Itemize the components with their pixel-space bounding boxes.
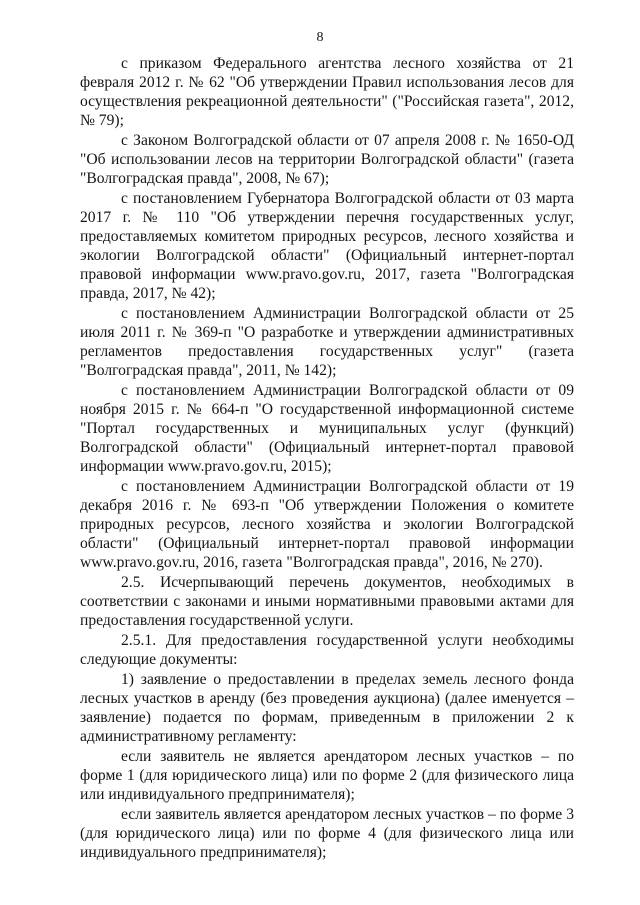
page-number: 8 (316, 30, 324, 45)
paragraph-admin-resolution-693: с постановлением Администрации Волгоградской области от 19 декабря 2016 г. № 693-п "Об утверждении Положения о комитете природных ресурсов, лесного хозяйства и экологии Волгоградской области" (Официальный интернет-портал правовой информации www.pravo.gov.ru, 2016, газета "Волгоградская правда", 2016, № 270). (80, 478, 574, 571)
paragraph-order-fed-forest-agency: с приказом Федерального агентства лесного хозяйства от 21 февраля 2012 г. № 62 "Об утверждении Правил использования лесов для осуществления рекреационной деятельности" ("Российская газета", 2012, № 79); (80, 55, 574, 129)
paragraph-governor-resolution: с постановлением Губернатора Волгоградской области от 03 марта 2017 г. № 110 "Об утверждении перечня государственных услуг, предоставляемых комитетом природных ресурсов, лесного хозяйства и экологии Волгоградской области" (Официальный интернет-портал правовой информации www.pravo.gov.ru, 2017, газета "Волгоградская правда, 2017, № 42); (80, 190, 574, 302)
paragraph-item-1-application: 1) заявление о предоставлении в пределах земель лесного фонда лесных участков в аренду (без проведения аукциона) (далее именуется – заявление) подается по формам, приведенным в приложении 2 к административному регламенту: (80, 671, 574, 745)
paragraph-section-2-5: 2.5. Исчерпывающий перечень документов, необходимых в соответствии с законами и иными нормативными правовыми актами для предоставления государственной услуги. (80, 574, 574, 629)
paragraph-section-2-5-1: 2.5.1. Для предоставления государственной услуги необходимы следующие документы: (80, 632, 574, 668)
paragraph-not-tenant-forms: если заявитель не является арендатором лесных участков – по форме 1 (для юридического лица) или по форме 2 (для физического лица или индивидуального предпринимателя); (80, 748, 574, 803)
paragraph-tenant-forms: если заявитель является арендатором лесных участков – по форме 3 (для юридического лица) или по форме 4 (для физического лица или индивидуального предпринимателя); (80, 806, 574, 861)
paragraph-admin-resolution-664: с постановлением Администрации Волгоградской области от 09 ноября 2015 г. № 664-п "О государственной информационной системе "Портал государственных и муниципальных услуг (функций) Волгоградской области" (Официальный интернет-портал правовой информации www.pravo.gov.ru, 2015); (80, 382, 574, 475)
document-body (80, 54, 574, 862)
paragraph-law-volgograd-region: с Законом Волгоградской области от 07 апреля 2008 г. № 1650-ОД "Об использовании лесов на территории Волгоградской области" (газета "Волгоградская правда", 2008, № 67); (80, 132, 574, 187)
paragraph-admin-resolution-369: с постановлением Администрации Волгоградской области от 25 июля 2011 г. № 369-п "О разработке и утверждении административных регламентов предоставления государственных услуг" (газета "Волгоградская правда", 2011, № 142); (80, 305, 574, 379)
